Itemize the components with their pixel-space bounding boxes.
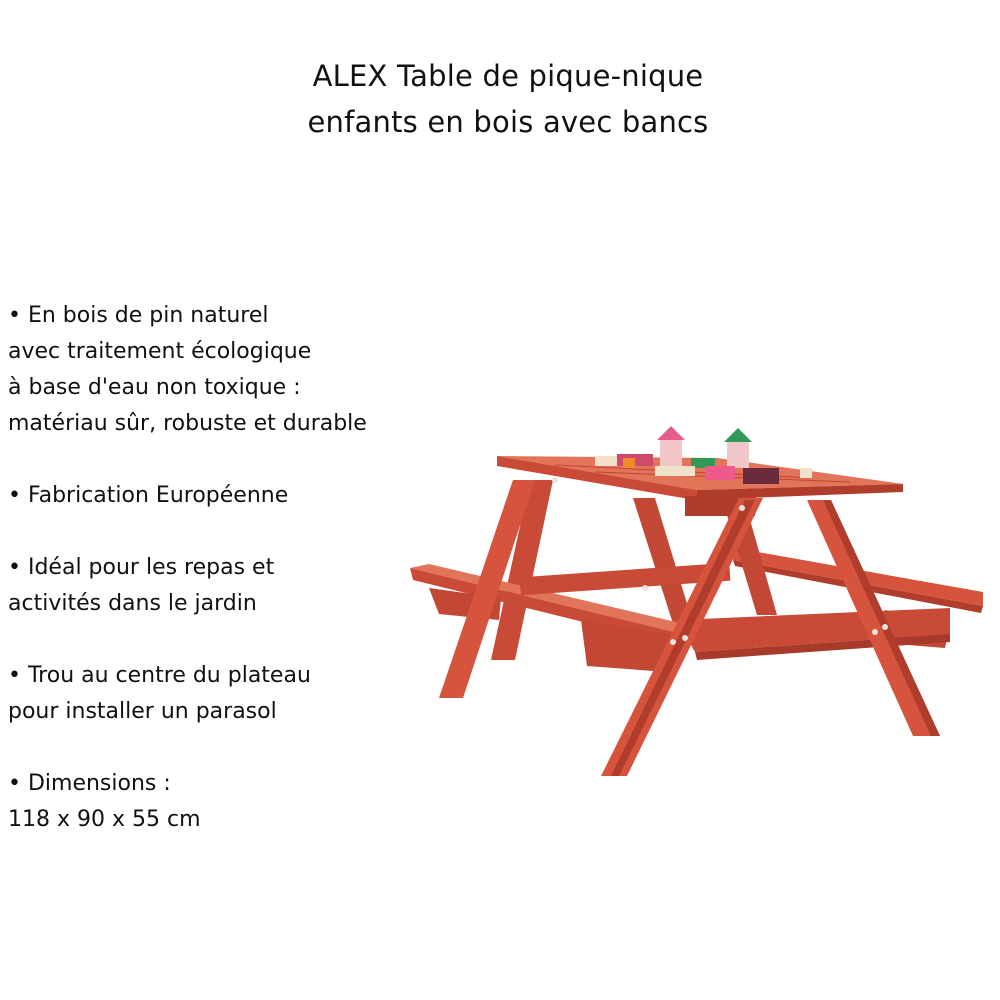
front-cross-beam [677, 608, 950, 660]
product-title [0, 53, 1000, 145]
picnic-table-illustration [405, 420, 990, 785]
product-title-line-1: ALEX Table de pique-nique [312, 59, 704, 94]
feature-text-line: pour installer un parasol [8, 699, 277, 724]
feature-list [8, 298, 458, 874]
feature-text-line: matériau sûr, robuste et durable [8, 411, 367, 436]
feature-item-parasol-hole [8, 658, 458, 730]
feature-item-material [8, 298, 458, 442]
feature-text-line: activités dans le jardin [8, 591, 257, 616]
product-title-line-2: enfants en bois avec bancs [307, 105, 709, 140]
feature-item-manufacturing [8, 478, 458, 514]
feature-text-line: • En bois de pin naturel [8, 303, 269, 328]
product-image-picnic-table [405, 420, 990, 785]
feature-text-line: • Trou au centre du plateau [8, 663, 311, 688]
feature-text-line: 118 x 90 x 55 cm [8, 807, 201, 832]
feature-item-usage [8, 550, 458, 622]
feature-item-dimensions [8, 766, 458, 838]
feature-text-line: • Dimensions : [8, 771, 171, 796]
feature-text-line: • Idéal pour les repas et [8, 555, 275, 580]
feature-text-line: avec traitement écologique [8, 339, 312, 364]
feature-text-line: • Fabrication Européenne [8, 483, 289, 508]
feature-text-line: à base d'eau non toxique : [8, 375, 301, 400]
